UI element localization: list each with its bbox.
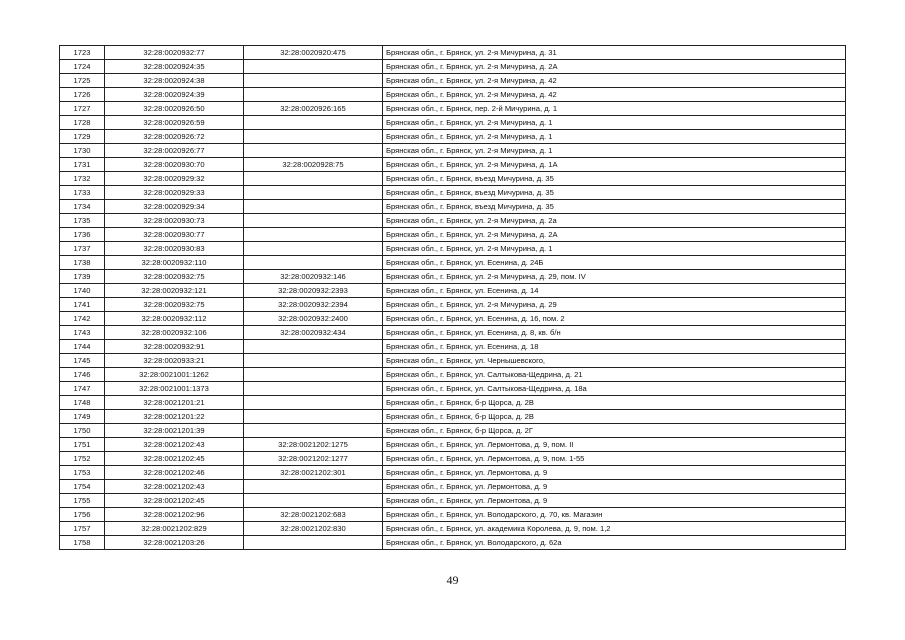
table-row (60, 144, 846, 158)
cadastral-number-cell: 32:28:0021202:46 (105, 466, 244, 480)
registry-table (59, 45, 846, 550)
cadastral-number-cell: 32:28:0020926:77 (105, 144, 244, 158)
row-number-cell: 1733 (60, 186, 105, 200)
related-cadastral-number-cell (244, 116, 383, 130)
row-number-cell: 1743 (60, 326, 105, 340)
cadastral-number-cell: 32:28:0020929:32 (105, 172, 244, 186)
related-cadastral-number-cell (244, 480, 383, 494)
address-cell: Брянская обл., г. Брянск, ул. академика Королева, д. 9, пом. 1,2 (383, 522, 846, 536)
address-cell: Брянская обл., г. Брянск, ул. Лермонтова, д. 9 (383, 480, 846, 494)
table-row (60, 200, 846, 214)
related-cadastral-number-cell (244, 424, 383, 438)
related-cadastral-number-cell (244, 382, 383, 396)
table-row (60, 270, 846, 284)
address-cell: Брянская обл., г. Брянск, ул. Есенина, д. 16, пом. 2 (383, 312, 846, 326)
address-cell: Брянская обл., г. Брянск, б-р Щорса, д. 2В (383, 396, 846, 410)
table-row (60, 172, 846, 186)
cadastral-number-cell: 32:28:0021202:43 (105, 480, 244, 494)
related-cadastral-number-cell: 32:28:0021202:830 (244, 522, 383, 536)
table-row (60, 452, 846, 466)
table-row (60, 116, 846, 130)
cadastral-number-cell: 32:28:0021202:43 (105, 438, 244, 452)
row-number-cell: 1752 (60, 452, 105, 466)
related-cadastral-number-cell: 32:28:0021202:1275 (244, 438, 383, 452)
page-number: 49 (446, 573, 459, 587)
table-row (60, 46, 846, 60)
cadastral-number-cell: 32:28:0020926:50 (105, 102, 244, 116)
cadastral-number-cell: 32:28:0020924:39 (105, 88, 244, 102)
address-cell: Брянская обл., г. Брянск, ул. 2-я Мичурина, д. 1 (383, 144, 846, 158)
table-row (60, 354, 846, 368)
row-number-cell: 1725 (60, 74, 105, 88)
row-number-cell: 1758 (60, 536, 105, 550)
row-number-cell: 1741 (60, 298, 105, 312)
cadastral-number-cell: 32:28:0020932:121 (105, 284, 244, 298)
cadastral-number-cell: 32:28:0020932:110 (105, 256, 244, 270)
related-cadastral-number-cell (244, 410, 383, 424)
related-cadastral-number-cell: 32:28:0020932:146 (244, 270, 383, 284)
table-row (60, 228, 846, 242)
table-row (60, 438, 846, 452)
table-row (60, 480, 846, 494)
table-row (60, 382, 846, 396)
cadastral-number-cell: 32:28:0020932:112 (105, 312, 244, 326)
related-cadastral-number-cell: 32:28:0020926:165 (244, 102, 383, 116)
address-cell: Брянская обл., г. Брянск, ул. Лермонтова, д. 9, пом. 1-55 (383, 452, 846, 466)
address-cell: Брянская обл., г. Брянск, въезд Мичурина, д. 35 (383, 186, 846, 200)
table-row (60, 102, 846, 116)
row-number-cell: 1732 (60, 172, 105, 186)
table-row (60, 410, 846, 424)
row-number-cell: 1734 (60, 200, 105, 214)
table-row (60, 256, 846, 270)
address-cell: Брянская обл., г. Брянск, въезд Мичурина, д. 35 (383, 200, 846, 214)
row-number-cell: 1739 (60, 270, 105, 284)
cadastral-number-cell: 32:28:0021203:26 (105, 536, 244, 550)
related-cadastral-number-cell (244, 340, 383, 354)
address-cell: Брянская обл., г. Брянск, ул. 2-я Мичурина, д. 1 (383, 130, 846, 144)
table-row (60, 522, 846, 536)
cadastral-number-cell: 32:28:0020929:34 (105, 200, 244, 214)
address-cell: Брянская обл., г. Брянск, ул. 2-я Мичурина, д. 42 (383, 74, 846, 88)
address-cell: Брянская обл., г. Брянск, ул. Володарского, д. 62а (383, 536, 846, 550)
address-cell: Брянская обл., г. Брянск, ул. 2-я Мичурина, д. 2А (383, 228, 846, 242)
row-number-cell: 1745 (60, 354, 105, 368)
related-cadastral-number-cell (244, 242, 383, 256)
address-cell: Брянская обл., г. Брянск, ул. 2-я Мичурина, д. 1 (383, 242, 846, 256)
table-row (60, 88, 846, 102)
related-cadastral-number-cell (244, 214, 383, 228)
related-cadastral-number-cell (244, 74, 383, 88)
related-cadastral-number-cell (244, 200, 383, 214)
address-cell: Брянская обл., г. Брянск, ул. Салтыкова-Щедрина, д. 21 (383, 368, 846, 382)
related-cadastral-number-cell (244, 60, 383, 74)
table-row (60, 158, 846, 172)
address-cell: Брянская обл., г. Брянск, ул. Есенина, д. 24Б (383, 256, 846, 270)
related-cadastral-number-cell (244, 494, 383, 508)
row-number-cell: 1749 (60, 410, 105, 424)
cadastral-number-cell: 32:28:0020932:75 (105, 270, 244, 284)
row-number-cell: 1740 (60, 284, 105, 298)
table-row (60, 396, 846, 410)
table-row (60, 508, 846, 522)
row-number-cell: 1755 (60, 494, 105, 508)
address-cell: Брянская обл., г. Брянск, ул. 2-я Мичурина, д. 29 (383, 298, 846, 312)
cadastral-number-cell: 32:28:0021202:45 (105, 452, 244, 466)
row-number-cell: 1737 (60, 242, 105, 256)
row-number-cell: 1736 (60, 228, 105, 242)
table-row (60, 494, 846, 508)
row-number-cell: 1742 (60, 312, 105, 326)
address-cell: Брянская обл., г. Брянск, пер. 2-й Мичурина, д. 1 (383, 102, 846, 116)
cadastral-number-cell: 32:28:0020930:83 (105, 242, 244, 256)
row-number-cell: 1723 (60, 46, 105, 60)
cadastral-number-cell: 32:28:0020932:77 (105, 46, 244, 60)
row-number-cell: 1727 (60, 102, 105, 116)
cadastral-number-cell: 32:28:0021201:21 (105, 396, 244, 410)
table-row (60, 340, 846, 354)
row-number-cell: 1754 (60, 480, 105, 494)
address-cell: Брянская обл., г. Брянск, ул. 2-я Мичурина, д. 42 (383, 88, 846, 102)
table-row (60, 424, 846, 438)
table-row (60, 368, 846, 382)
row-number-cell: 1738 (60, 256, 105, 270)
cadastral-number-cell: 32:28:0020924:35 (105, 60, 244, 74)
address-cell: Брянская обл., г. Брянск, ул. 2-я Мичурина, д. 1А (383, 158, 846, 172)
cadastral-number-cell: 32:28:0021001:1262 (105, 368, 244, 382)
related-cadastral-number-cell (244, 354, 383, 368)
cadastral-number-cell: 32:28:0020930:70 (105, 158, 244, 172)
related-cadastral-number-cell (244, 536, 383, 550)
related-cadastral-number-cell (244, 88, 383, 102)
cadastral-number-cell: 32:28:0021201:22 (105, 410, 244, 424)
related-cadastral-number-cell (244, 130, 383, 144)
address-cell: Брянская обл., г. Брянск, ул. 2-я Мичурина, д. 31 (383, 46, 846, 60)
cadastral-number-cell: 32:28:0021202:829 (105, 522, 244, 536)
cadastral-number-cell: 32:28:0020930:77 (105, 228, 244, 242)
related-cadastral-number-cell: 32:28:0021202:683 (244, 508, 383, 522)
related-cadastral-number-cell: 32:28:0020932:2393 (244, 284, 383, 298)
address-cell: Брянская обл., г. Брянск, ул. 2-я Мичурина, д. 2А (383, 60, 846, 74)
cadastral-number-cell: 32:28:0020932:106 (105, 326, 244, 340)
related-cadastral-number-cell: 32:28:0020928:75 (244, 158, 383, 172)
cadastral-number-cell: 32:28:0021202:45 (105, 494, 244, 508)
address-cell: Брянская обл., г. Брянск, ул. 2-я Мичурина, д. 29, пом. IV (383, 270, 846, 284)
related-cadastral-number-cell (244, 144, 383, 158)
row-number-cell: 1724 (60, 60, 105, 74)
address-cell: Брянская обл., г. Брянск, ул. Володарского, д. 70, кв. Магазин (383, 508, 846, 522)
address-cell: Брянская обл., г. Брянск, ул. Салтыкова-Щедрина, д. 18а (383, 382, 846, 396)
table-row (60, 284, 846, 298)
related-cadastral-number-cell: 32:28:0020932:2394 (244, 298, 383, 312)
address-cell: Брянская обл., г. Брянск, б-р Щорса, д. 2Г (383, 424, 846, 438)
related-cadastral-number-cell: 32:28:0020920:475 (244, 46, 383, 60)
cadastral-number-cell: 32:28:0020926:72 (105, 130, 244, 144)
registry-table-body (60, 46, 846, 550)
related-cadastral-number-cell (244, 368, 383, 382)
table-row (60, 536, 846, 550)
row-number-cell: 1726 (60, 88, 105, 102)
cadastral-number-cell: 32:28:0021202:96 (105, 508, 244, 522)
row-number-cell: 1750 (60, 424, 105, 438)
row-number-cell: 1753 (60, 466, 105, 480)
table-row (60, 242, 846, 256)
address-cell: Брянская обл., г. Брянск, ул. Лермонтова, д. 9, пом. II (383, 438, 846, 452)
related-cadastral-number-cell (244, 186, 383, 200)
row-number-cell: 1748 (60, 396, 105, 410)
address-cell: Брянская обл., г. Брянск, ул. 2-я Мичурина, д. 2а (383, 214, 846, 228)
table-row (60, 466, 846, 480)
address-cell: Брянская обл., г. Брянск, ул. Лермонтова, д. 9 (383, 466, 846, 480)
cadastral-number-cell: 32:28:0020933:21 (105, 354, 244, 368)
address-cell: Брянская обл., г. Брянск, ул. 2-я Мичурина, д. 1 (383, 116, 846, 130)
related-cadastral-number-cell (244, 256, 383, 270)
related-cadastral-number-cell (244, 172, 383, 186)
row-number-cell: 1731 (60, 158, 105, 172)
table-row (60, 214, 846, 228)
cadastral-number-cell: 32:28:0021001:1373 (105, 382, 244, 396)
address-cell: Брянская обл., г. Брянск, ул. Чернышевского, (383, 354, 846, 368)
table-row (60, 186, 846, 200)
row-number-cell: 1756 (60, 508, 105, 522)
cadastral-number-cell: 32:28:0020929:33 (105, 186, 244, 200)
table-row (60, 298, 846, 312)
related-cadastral-number-cell: 32:28:0020932:434 (244, 326, 383, 340)
row-number-cell: 1730 (60, 144, 105, 158)
related-cadastral-number-cell (244, 396, 383, 410)
row-number-cell: 1751 (60, 438, 105, 452)
cadastral-number-cell: 32:28:0021201:39 (105, 424, 244, 438)
row-number-cell: 1747 (60, 382, 105, 396)
row-number-cell: 1757 (60, 522, 105, 536)
table-row (60, 74, 846, 88)
related-cadastral-number-cell: 32:28:0021202:1277 (244, 452, 383, 466)
row-number-cell: 1729 (60, 130, 105, 144)
address-cell: Брянская обл., г. Брянск, ул. Лермонтова, д. 9 (383, 494, 846, 508)
cadastral-number-cell: 32:28:0020932:75 (105, 298, 244, 312)
related-cadastral-number-cell: 32:28:0020932:2400 (244, 312, 383, 326)
table-row (60, 60, 846, 74)
address-cell: Брянская обл., г. Брянск, ул. Есенина, д. 14 (383, 284, 846, 298)
cadastral-number-cell: 32:28:0020932:91 (105, 340, 244, 354)
table-row (60, 130, 846, 144)
table-row (60, 312, 846, 326)
address-cell: Брянская обл., г. Брянск, ул. Есенина, д. 8, кв. б/н (383, 326, 846, 340)
cadastral-number-cell: 32:28:0020930:73 (105, 214, 244, 228)
cadastral-number-cell: 32:28:0020924:38 (105, 74, 244, 88)
row-number-cell: 1728 (60, 116, 105, 130)
row-number-cell: 1735 (60, 214, 105, 228)
related-cadastral-number-cell (244, 228, 383, 242)
row-number-cell: 1744 (60, 340, 105, 354)
table-row (60, 326, 846, 340)
address-cell: Брянская обл., г. Брянск, ул. Есенина, д. 18 (383, 340, 846, 354)
related-cadastral-number-cell: 32:28:0021202:301 (244, 466, 383, 480)
address-cell: Брянская обл., г. Брянск, б-р Щорса, д. 2В (383, 410, 846, 424)
cadastral-number-cell: 32:28:0020926:59 (105, 116, 244, 130)
address-cell: Брянская обл., г. Брянск, въезд Мичурина, д. 35 (383, 172, 846, 186)
row-number-cell: 1746 (60, 368, 105, 382)
